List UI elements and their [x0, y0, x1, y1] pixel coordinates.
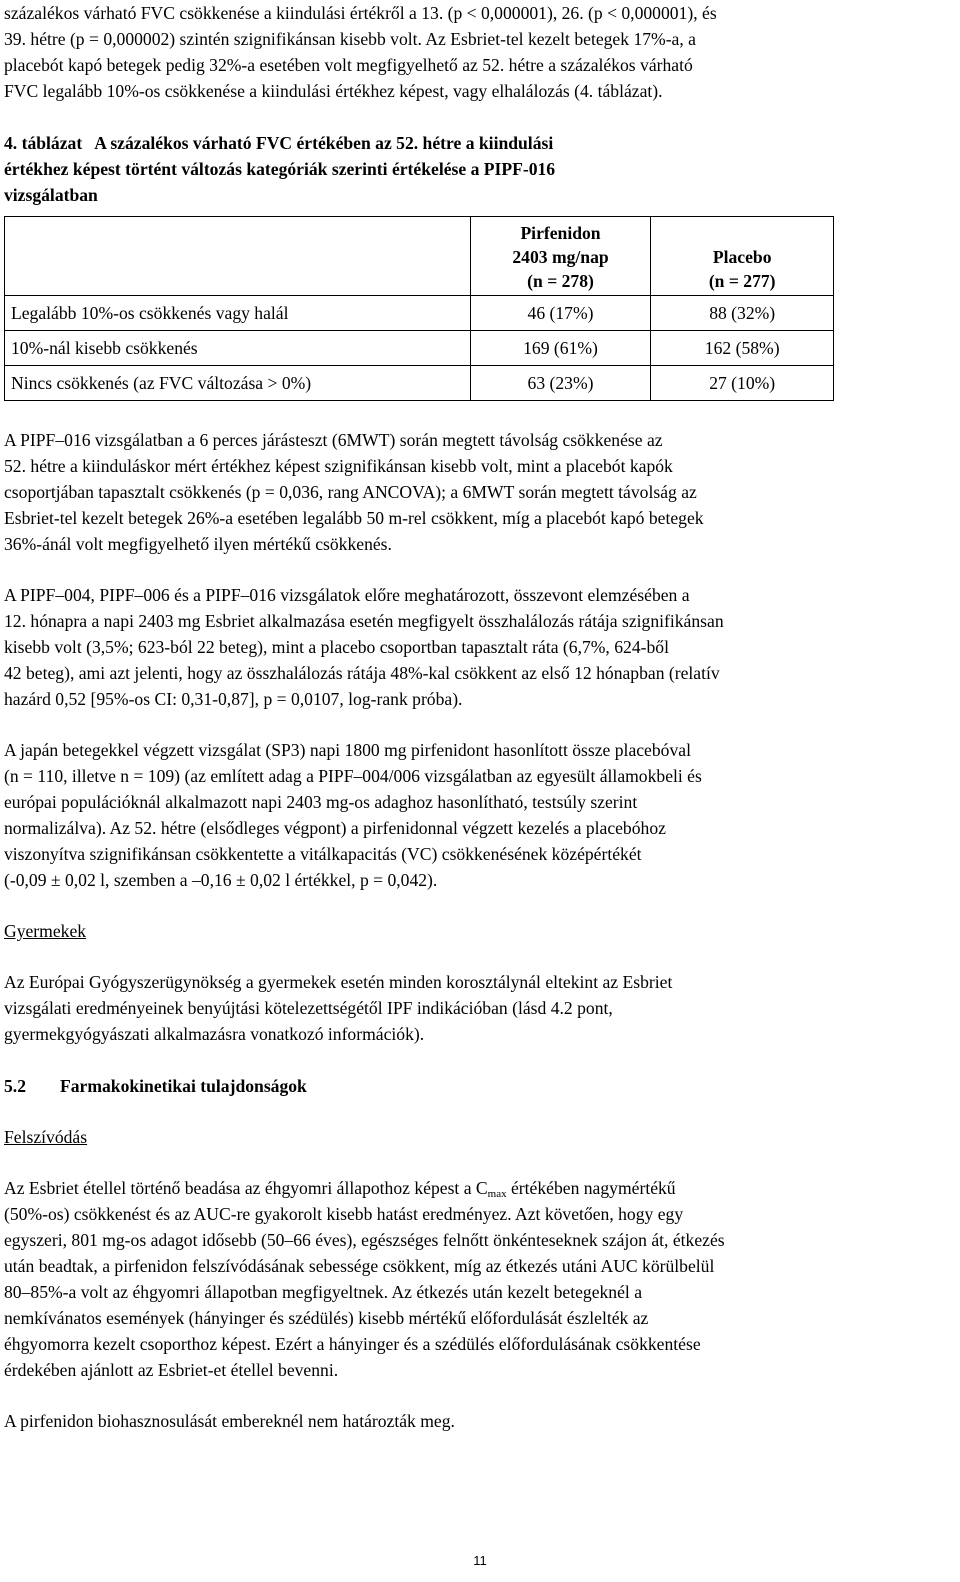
row-label: 10%-nál kisebb csökkenés [5, 331, 471, 366]
text-line: nemkívánatos események (hányinger és szédülés) kisebb mértékű előfordulását észlelték az [4, 1308, 649, 1328]
section-heading [4, 1073, 952, 1099]
text-line: FVC legalább 10%-os csökkenése a kiindulási értékhez képest, vagy elhalálozás (4. táblázat). [4, 81, 663, 101]
text-line: viszonyítva szignifikánsan csökkentette a vitálkapacitás (VC) csökkenésének középértékét [4, 844, 642, 864]
text-span: Az Esbriet étellel történő beadása az éhgyomri állapothoz képest a C [4, 1178, 488, 1198]
text-line: 42 beteg), ami azt jelenti, hogy az összhalálozás rátája 48%-kal csökkent az első 12 hónapban (relatív [4, 663, 720, 683]
paragraph-6mwt [4, 427, 952, 557]
intro-paragraph [4, 0, 952, 104]
text-line: egyszeri, 801 mg-os adagot idősebb (50–66 éves), egészséges felnőtt önkénteseknek szájon át, étkezés [4, 1230, 725, 1250]
paragraph-bioavailability: A pirfenidon biohasznosulását embereknél nem határozták meg. [4, 1411, 455, 1431]
results-table [4, 216, 834, 401]
paragraph-absorption [4, 1175, 952, 1383]
paragraph-sp3 [4, 737, 952, 893]
table-row [5, 331, 834, 366]
subheading-children: Gyermekek [4, 921, 87, 941]
header-text: Placebo [712, 247, 772, 267]
table-header-row [5, 217, 834, 296]
row-label: Legalább 10%-os csökkenés vagy halál [5, 296, 471, 331]
section-title: Farmakokinetikai tulajdonságok [60, 1076, 307, 1096]
cell-placebo: 162 (58%) [651, 331, 834, 366]
text-line: A PIPF–004, PIPF–006 és a PIPF–016 vizsgálatok előre meghatározott, összevont elemzésében a [4, 585, 690, 605]
header-text: Pirfenidon [520, 223, 601, 243]
text-line: 12. hónapra a napi 2403 mg Esbriet alkalmazása esetén megfigyelt összhalálozás rátája szignifikánsan [4, 611, 724, 631]
text-line: gyermekgyógyászati alkalmazásra vonatkozó információk). [4, 1024, 425, 1044]
text-line [4, 1175, 952, 1201]
subscript: max [487, 1188, 507, 1200]
text-line: után beadtak, a pirfenidon felszívódásának sebessége csökkent, míg az étkezés utáni AUC körülbelül [4, 1256, 715, 1276]
text-line: vizsgálati eredményeinek benyújtási kötelezettségétől IPF indikációban (lásd 4.2 pont, [4, 998, 613, 1018]
table-row [5, 296, 834, 331]
text-line: normalizálva). Az 52. hétre (elsődleges végpont) a pirfenidonnal végzett kezelés a placebóhoz [4, 818, 666, 838]
row-label: Nincs csökkenés (az FVC változása > 0%) [5, 366, 471, 401]
text-line: (50%-os) csökkenést és az AUC-re gyakorolt kisebb hatást eredményez. Azt követően, hogy egy [4, 1204, 684, 1224]
table-row [5, 366, 834, 401]
text-line: 36%-ánál volt megfigyelhető ilyen mértékű csökkenés. [4, 534, 392, 554]
text-line: A japán betegekkel végzett vizsgálat (SP3) napi 1800 mg pirfenidont hasonlított össze placebóval [4, 740, 691, 760]
text-span: értékében nagymértékű [506, 1178, 676, 1198]
page-number: 11 [473, 1553, 487, 1568]
table-caption-text: A százalékos várható FVC értékében az 52. hétre a kiindulási [94, 133, 554, 153]
header-text: (n = 278) [527, 271, 594, 291]
text-line: A PIPF–016 vizsgálatban a 6 perces járásteszt (6MWT) során megtett távolság csökkenése az [4, 430, 663, 450]
header-text: 2403 mg/nap [512, 247, 609, 267]
text-line: éhgyomorra kezelt csoporthoz képest. Ezért a hányinger és a szédülés előfordulásának csökkentése [4, 1334, 701, 1354]
cell-pirfenidon: 169 (61%) [470, 331, 651, 366]
header-pirfenidon [470, 217, 651, 296]
cell-pirfenidon: 63 (23%) [470, 366, 651, 401]
document-page [4, 0, 952, 1434]
text-line: európai populációknál alkalmazott napi 2403 mg-os adaghoz hasonlítható, testsúly szerint [4, 792, 638, 812]
section-number: 5.2 [4, 1076, 26, 1096]
cell-placebo: 88 (32%) [651, 296, 834, 331]
table-caption-text: vizsgálatban [4, 185, 98, 205]
text-line: kisebb volt (3,5%; 623-ból 22 beteg), mint a placebo csoportban tapasztalt ráta (6,7%, 624-ből [4, 637, 669, 657]
text-line: placebót kapó betegek pedig 32%-a esetében volt megfigyelhető az 52. hétre a százalékos várható [4, 55, 693, 75]
table-caption-text: értékhez képest történt változás kategóriák szerinti értékelése a PIPF-016 [4, 159, 556, 179]
text-line: (n = 110, illetve n = 109) (az említett adag a PIPF–004/006 vizsgálatban az egyesült államokbeli és [4, 766, 702, 786]
text-line: százalékos várható FVC csökkenése a kiindulási értékről a 13. (p < 0,000001), 26. (p < 0,000001), és [4, 3, 717, 23]
text-line: 52. hétre a kiinduláskor mért értékhez képest szignifikánsan kisebb volt, mint a placebót kapók [4, 456, 673, 476]
header-text: (n = 277) [708, 271, 776, 291]
table-caption [4, 130, 952, 208]
header-placebo [651, 217, 834, 296]
text-line: hazárd 0,52 [95%-os CI: 0,31-0,87], p = 0,0107, log-rank próba). [4, 689, 463, 709]
subheading-absorption: Felszívódás [4, 1127, 88, 1147]
table-caption-number: 4. táblázat [4, 133, 83, 153]
header-empty-cell [5, 217, 471, 296]
cell-placebo: 27 (10%) [651, 366, 834, 401]
text-line: 39. hétre (p = 0,000002) szintén szignifikánsan kisebb volt. Az Esbriet-tel kezelt betegek 17%-a, a [4, 29, 696, 49]
paragraph-children [4, 969, 952, 1047]
text-line: érdekében ajánlott az Esbriet-et étellel bevenni. [4, 1360, 339, 1380]
text-line: Az Európai Gyógyszerügynökség a gyermekek esetén minden korosztálynál eltekint az Esbriet [4, 972, 673, 992]
cell-pirfenidon: 46 (17%) [470, 296, 651, 331]
text-line: csoportjában tapasztalt csökkenés (p = 0,036, rang ANCOVA); a 6MWT során megtett távolság az [4, 482, 697, 502]
paragraph-mortality [4, 582, 952, 712]
text-line: (-0,09 ± 0,02 l, szemben a –0,16 ± 0,02 l értékkel, p = 0,042). [4, 870, 438, 890]
text-line: 80–85%-a volt az éhgyomri állapotban megfigyeltnek. Az étkezés után kezelt betegeknél a [4, 1282, 643, 1302]
text-line: Esbriet-tel kezelt betegek 26%-a esetében legalább 50 m-rel csökkent, míg a placebót kapó betegek [4, 508, 704, 528]
